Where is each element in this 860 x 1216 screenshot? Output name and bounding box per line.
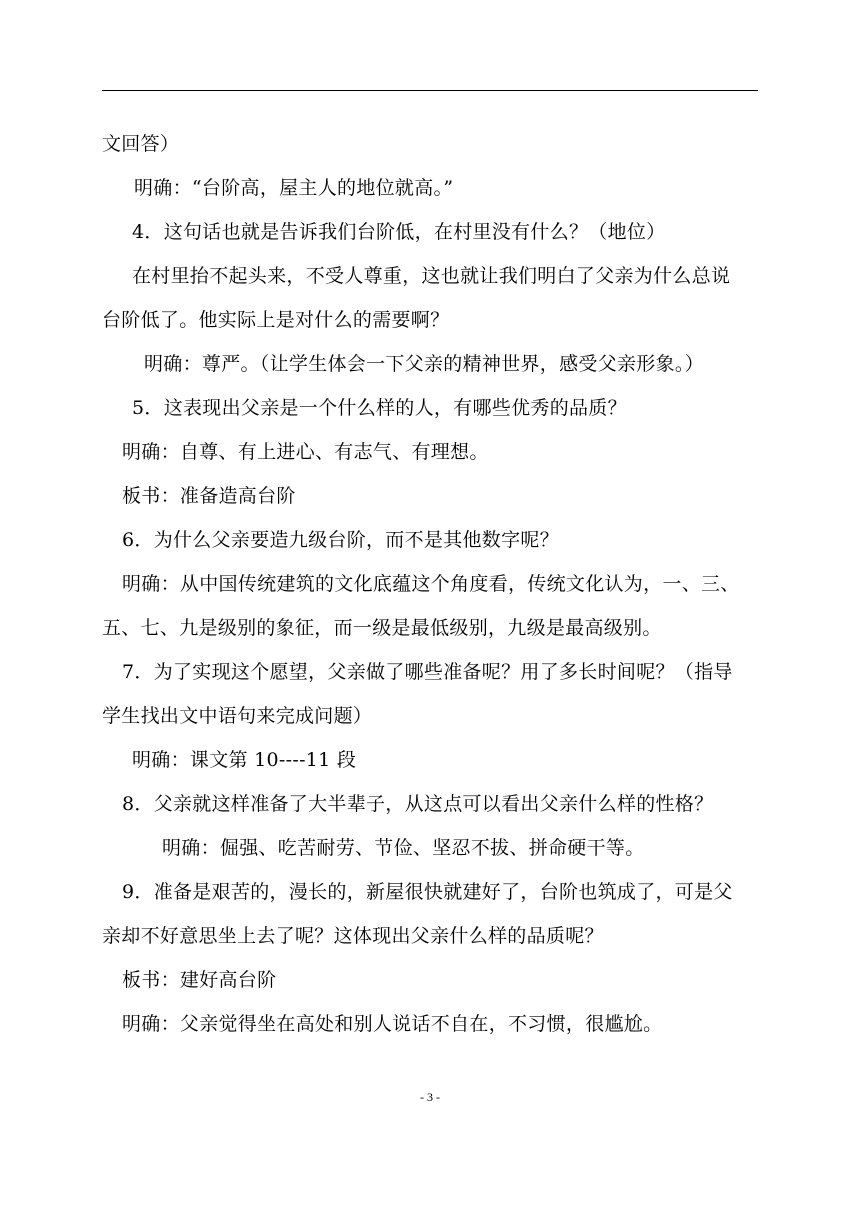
text-line: 明确：“台阶高，屋主人的地位就高。” — [134, 177, 454, 199]
text-line: 7．为了实现这个愿望，父亲做了哪些准备呢？用了多长时间呢？（指导 — [122, 661, 733, 683]
page-number: - 3 - — [420, 1090, 440, 1104]
text-line: 明确：父亲觉得坐在高处和别人说话不自在，不习惯，很尴尬。 — [122, 1013, 663, 1035]
text-line: 文回答） — [102, 133, 180, 155]
text-line: 明确：倔强、吃苦耐劳、节俭、坚忍不拔、拼命硬干等。 — [162, 837, 645, 859]
header-rule — [102, 90, 758, 91]
text-line: 在村里抬不起头来，不受人尊重，这也就让我们明白了父亲为什么总说 — [132, 265, 731, 287]
text-line: 9．准备是艰苦的，漫长的，新屋很快就建好了，台阶也筑成了，可是父 — [122, 881, 733, 903]
text-line: 明确：自尊、有上进心、有志气、有理想。 — [122, 441, 489, 463]
text-line: 亲却不好意思坐上去了呢？这体现出父亲什么样的品质呢？ — [102, 925, 604, 947]
text-line: 明确：尊严。（让学生体会一下父亲的精神世界，感受父亲形象。） — [144, 353, 705, 375]
text-line: 五、七、九是级别的象征，而一级是最低级别，九级是最高级别。 — [102, 617, 662, 639]
text-line: 板书：准备造高台阶 — [122, 485, 296, 507]
text-line: 学生找出文中语句来完成问题） — [102, 705, 373, 727]
document-body — [102, 122, 762, 1046]
text-line: 明确：课文第 10----11 段 — [132, 749, 357, 771]
text-line: 6．为什么父亲要造九级台阶，而不是其他数字呢？ — [122, 529, 559, 551]
text-line: 台阶低了。他实际上是对什么的需要啊？ — [102, 309, 450, 331]
text-line: 4．这句话也就是告诉我们台阶低，在村里没有什么？（地位） — [132, 221, 666, 243]
text-line: 8．父亲就这样准备了大半辈子，从这点可以看出父亲什么样的性格？ — [122, 793, 714, 815]
text-line: 5．这表现出父亲是一个什么样的人，有哪些优秀的品质？ — [132, 397, 627, 419]
text-line: 板书：建好高台阶 — [122, 969, 277, 991]
text-line: 明确：从中国传统建筑的文化底蕴这个角度看，传统文化认为，一、三、 — [122, 573, 740, 595]
